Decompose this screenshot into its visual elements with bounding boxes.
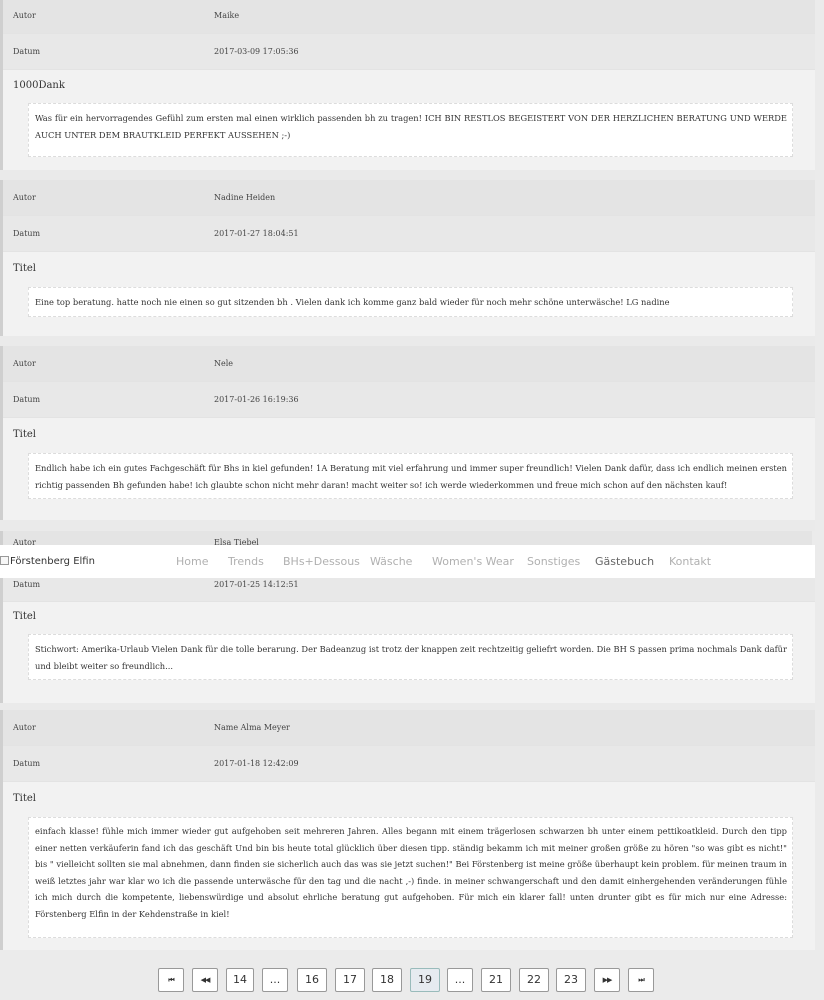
guestbook-entry [0, 346, 815, 520]
author-row [3, 710, 815, 746]
nav-item-bhs-dessous[interactable]: BHs+Dessous [283, 555, 360, 568]
entry-title: Titel [13, 429, 37, 440]
date-label: Datum [13, 395, 41, 404]
entry-message: Was für ein hervorragendes Gefühl zum ersten mal einen wirklich passenden bh zu tragen! ICH BIN RESTLOS BEGEISTERT VON DER HERZLICHEN BERATUNG UND WERDE AUCH UNTER DEM BRAUTKLEID PERFEKT AUSSEHEN ;-) [28, 103, 793, 157]
author-value: Name Alma Meyer [214, 723, 290, 732]
date-label: Datum [13, 580, 41, 589]
date-value: 2017-03-09 17:05:36 [214, 47, 299, 56]
page-button[interactable]: 21 [481, 968, 511, 992]
author-label: Autor [13, 359, 36, 368]
entry-separator [0, 520, 815, 531]
entry-separator [0, 170, 815, 180]
page-button[interactable]: 16 [297, 968, 327, 992]
date-label: Datum [13, 47, 41, 56]
date-row [3, 216, 815, 252]
date-label: Datum [13, 759, 41, 768]
author-row [3, 346, 815, 382]
brand-logo[interactable] [0, 545, 95, 578]
date-label: Datum [13, 229, 41, 238]
author-row [3, 180, 815, 216]
entry-title: Titel [13, 611, 37, 622]
guestbook-entry [0, 180, 815, 336]
nav-item-sonstiges[interactable]: Sonstiges [527, 555, 581, 568]
entry-message: Stichwort: Amerika-Urlaub Vielen Dank für die tolle berarung. Der Badeanzug ist trotz der knappen zeit rechtzeitig geliefrt worden. Die BH S passen prima nochmals Dank dafür und bleibt weiter so freundlich... [28, 634, 793, 680]
broken-image-icon [0, 556, 9, 565]
current-page-button[interactable]: 19 [410, 968, 440, 992]
guestbook-entry [0, 578, 815, 704]
first-page-button[interactable]: ⏮ [158, 968, 184, 992]
author-value: Maike [214, 11, 240, 20]
date-row [3, 34, 815, 70]
author-row [0, 531, 812, 545]
nav-item-trends[interactable]: Trends [228, 555, 264, 568]
entry-title: Titel [13, 263, 37, 274]
last-page-button[interactable]: ⏭ [628, 968, 654, 992]
entry-title: 1000Dank [13, 80, 65, 91]
page-button[interactable]: 22 [519, 968, 549, 992]
entry-message: Endlich habe ich ein gutes Fachgeschäft für Bhs in kiel gefunden! 1A Beratung mit viel erfahrung und immer super freundlich! Vielen Dank dafür, dass ich endlich meinen ersten richtig passenden Bh gefunden habe! ich glaubte schon nicht mehr daran! macht weiter so! ich werde wiederkommen und freue mich schon auf den nächsten kauf! [28, 453, 793, 499]
nav-item-gaestebuch[interactable]: Gästebuch [595, 555, 655, 568]
author-label: Autor [13, 538, 36, 545]
author-value: Nele [214, 359, 234, 368]
nav-item-waesche[interactable]: Wäsche [370, 555, 413, 568]
previous-page-button[interactable]: ◀◀ [192, 968, 218, 992]
author-value: Elsa Tiebel [214, 538, 259, 545]
nav-item-home[interactable]: Home [176, 555, 209, 568]
author-label: Autor [13, 193, 36, 202]
author-value: Nadine Heiden [214, 193, 276, 202]
date-value: 2017-01-18 12:42:09 [214, 759, 299, 768]
author-row [3, 0, 815, 34]
author-label: Autor [13, 723, 36, 732]
date-row [3, 746, 815, 782]
guestbook-entry [0, 710, 815, 950]
page-button[interactable]: 18 [372, 968, 402, 992]
next-page-button[interactable]: ▶▶ [594, 968, 620, 992]
entry-message: Eine top beratung. hatte noch nie einen so gut sitzenden bh . Vielen dank ich komme ganz bald wieder für noch mehr schöne unterwäsche! LG nadine [28, 287, 793, 317]
guestbook-entry [0, 0, 815, 170]
page-ellipsis: ... [262, 968, 288, 992]
brand-name: Förstenberg Elfin [10, 556, 95, 567]
date-value: 2017-01-26 16:19:36 [214, 395, 299, 404]
author-label: Autor [13, 11, 36, 20]
entry-title: Titel [13, 793, 37, 804]
page-button[interactable]: 14 [226, 968, 254, 992]
date-value: 2017-01-27 18:04:51 [214, 229, 299, 238]
page-button[interactable]: 23 [556, 968, 586, 992]
page-ellipsis: ... [447, 968, 473, 992]
nav-item-womens-wear[interactable]: Women's Wear [432, 555, 514, 568]
pagination [0, 968, 815, 992]
date-value: 2017-01-25 14:12:51 [214, 580, 299, 589]
date-row [3, 382, 815, 418]
top-navbar [0, 545, 815, 578]
entry-separator [0, 336, 815, 346]
nav-item-kontakt[interactable]: Kontakt [669, 555, 712, 568]
entry-message: einfach klasse! fühle mich immer wieder gut aufgehoben seit mehreren Jahren. Alles begann mit einem trägerlosen schwarzen bh unter einem pettikoatkleid. Durch den tipp einer netten verkäuferin fand ich das geschäft Und bin bis heute total glücklich über diesen tipp. ständig bekamm ich mit meiner großen größe zu hören "so was gibt es nicht!" bis " vielleicht sollten sie mal abnehmen, dann finden sie sicherlich auch das was sie jetzt suchen!" Bei Förstenberg ist meine größe überhaupt kein problem. für meinen traum in weiß letztes jahr war klar wo ich die passende unterwäsche für den tag und die nacht ,-) finde. in meiner schwangerschaft und den damit einhergehenden veränderungen fühle ich mich durch die kompetente, liebenswürdige und absolut ehrliche beratung gut aufgehoben. Für mich ein klarer fall! unten drunter gibt es für mich nur eine Adresse: Förstenberg Elfin in der Kehdenstraße in kiel! [28, 817, 793, 938]
page-button[interactable]: 17 [335, 968, 365, 992]
